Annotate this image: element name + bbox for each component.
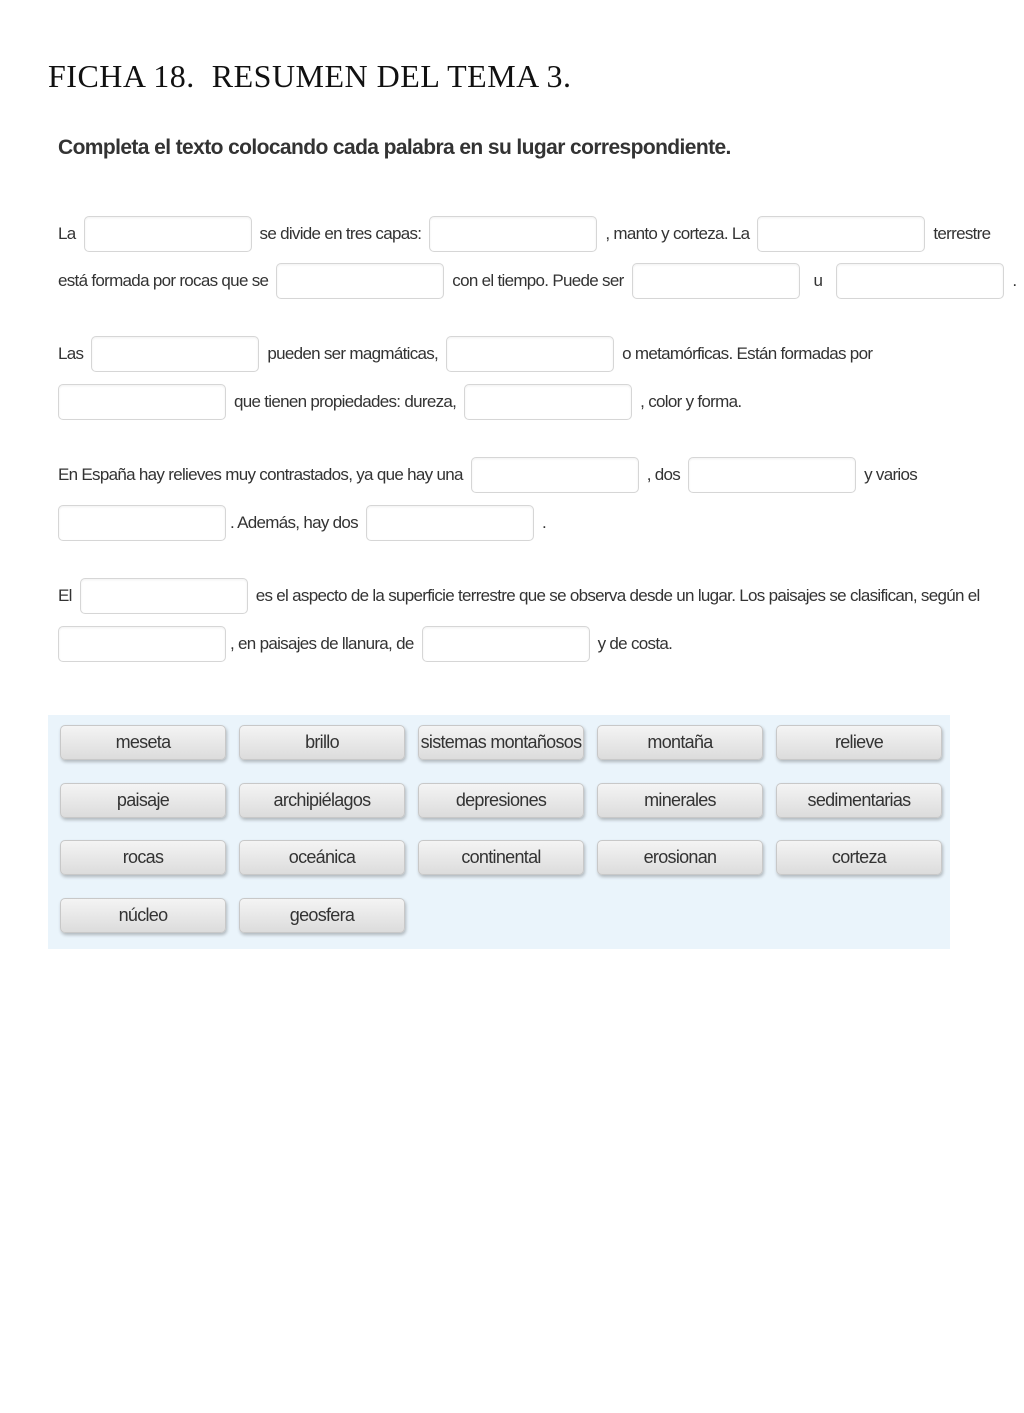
paragraph-1-line-1	[58, 216, 998, 252]
text-fragment: o metamórficas. Están formadas por	[622, 344, 873, 363]
text-fragment: , dos	[646, 465, 681, 484]
text-fragment: está formada por rocas que se	[58, 271, 269, 290]
paragraph-4-line-1	[58, 578, 988, 614]
text-fragment: pueden ser magmáticas,	[267, 344, 439, 363]
text-fragment: con el tiempo. Puede ser	[452, 271, 624, 290]
text-fragment: Las	[58, 344, 84, 363]
word-chip-depresiones[interactable]: depresiones	[418, 783, 584, 818]
text-fragment: .	[1012, 271, 1017, 290]
answer-blank-15[interactable]	[80, 578, 248, 614]
word-chip-geosfera[interactable]: geosfera	[239, 898, 405, 933]
text-fragment: u	[813, 271, 823, 290]
answer-blank-7[interactable]	[91, 336, 259, 372]
answer-blank-2[interactable]	[429, 216, 597, 252]
text-fragment: se divide en tres capas:	[259, 224, 422, 243]
answer-blank-10[interactable]	[464, 384, 632, 420]
text-fragment: y varios	[864, 465, 918, 484]
text-fragment: y de costa.	[597, 634, 673, 653]
text-fragment: , color y forma.	[640, 392, 742, 411]
text-fragment: que tienen propiedades: dureza,	[234, 392, 457, 411]
word-chip-archipielagos[interactable]: archipiélagos	[239, 783, 405, 818]
text-fragment: , manto y corteza. La	[605, 224, 750, 243]
word-chip-continental[interactable]: continental	[418, 840, 584, 875]
answer-blank-3[interactable]	[757, 216, 925, 252]
paragraph-1-line-2	[58, 263, 1024, 299]
answer-blank-11[interactable]	[471, 457, 639, 493]
word-chip-nucleo[interactable]: núcleo	[60, 898, 226, 933]
text-fragment: En España hay relieves muy contrastados, ya que hay una	[58, 465, 463, 484]
answer-blank-17[interactable]	[422, 626, 590, 662]
text-fragment: es el aspecto de la superficie terrestre que se observa desde un lugar. Los paisajes se clasifican, según el	[255, 586, 980, 605]
answer-blank-4[interactable]	[276, 263, 444, 299]
page-title: FICHA 18. RESUMEN DEL TEMA 3.	[48, 58, 572, 94]
word-chip-brillo[interactable]: brillo	[239, 725, 405, 760]
paragraph-4-line-2	[58, 626, 680, 662]
paragraph-2-line-1	[58, 336, 880, 372]
word-chip-montana[interactable]: montaña	[597, 725, 763, 760]
answer-blank-5[interactable]	[632, 263, 800, 299]
word-chip-sistemas-montanosos[interactable]: sistemas montañosos	[418, 725, 584, 760]
answer-blank-9[interactable]	[58, 384, 226, 420]
text-fragment: terrestre	[933, 224, 991, 243]
paragraph-2-line-2	[58, 384, 749, 420]
text-fragment: .	[541, 513, 546, 532]
instructions: Completa el texto colocando cada palabra en su lugar correspondiente.	[58, 136, 731, 159]
text-fragment: La	[58, 224, 76, 243]
word-chip-sedimentarias[interactable]: sedimentarias	[776, 783, 942, 818]
answer-blank-12[interactable]	[688, 457, 856, 493]
word-chip-rocas[interactable]: rocas	[60, 840, 226, 875]
word-chip-erosionan[interactable]: erosionan	[597, 840, 763, 875]
text-fragment: . Además, hay dos	[230, 513, 358, 532]
word-chip-paisaje[interactable]: paisaje	[60, 783, 226, 818]
answer-blank-16[interactable]	[58, 626, 226, 662]
word-chip-corteza[interactable]: corteza	[776, 840, 942, 875]
word-chip-relieve[interactable]: relieve	[776, 725, 942, 760]
word-bank	[48, 715, 950, 949]
paragraph-3-line-2	[58, 505, 554, 541]
answer-blank-8[interactable]	[446, 336, 614, 372]
answer-blank-14[interactable]	[366, 505, 534, 541]
text-fragment: , en paisajes de llanura, de	[230, 634, 414, 653]
word-chip-meseta[interactable]: meseta	[60, 725, 226, 760]
answer-blank-6[interactable]	[836, 263, 1004, 299]
text-fragment: El	[58, 586, 72, 605]
answer-blank-1[interactable]	[84, 216, 252, 252]
word-chip-oceanica[interactable]: oceánica	[239, 840, 405, 875]
word-chip-minerales[interactable]: minerales	[597, 783, 763, 818]
paragraph-3-line-1	[58, 457, 925, 493]
answer-blank-13[interactable]	[58, 505, 226, 541]
